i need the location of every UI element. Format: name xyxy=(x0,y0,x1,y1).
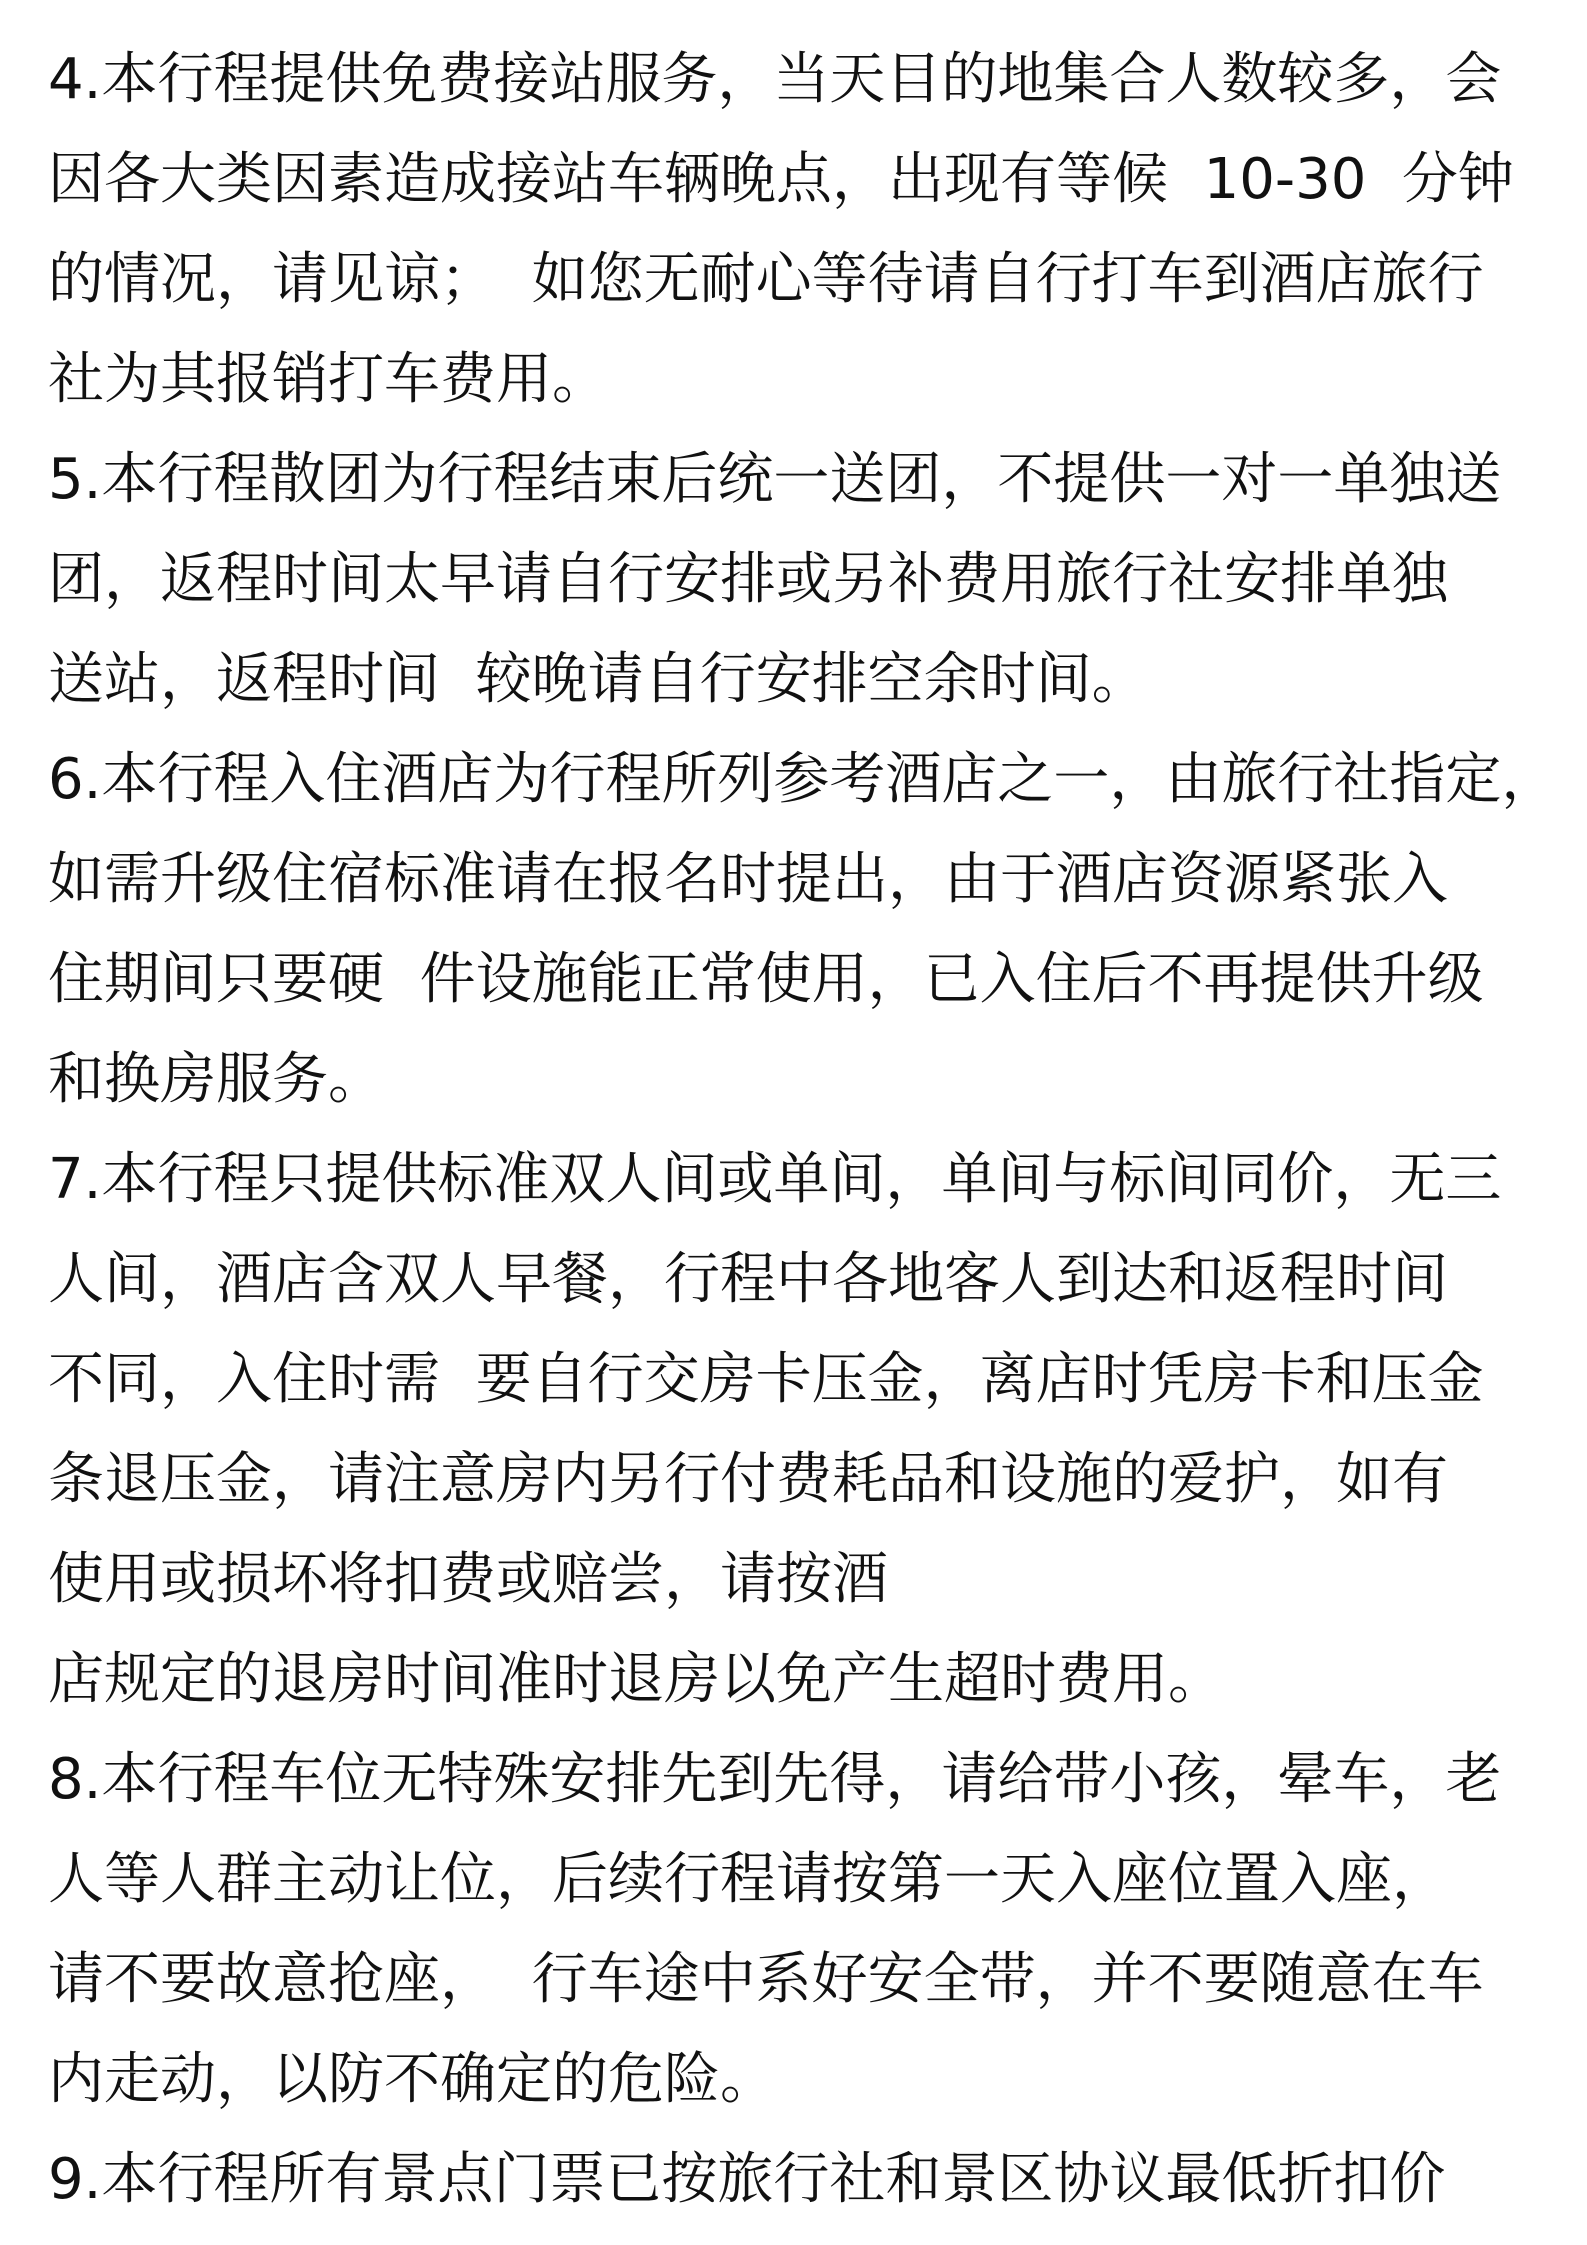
text-line: 6.本行程入住酒店为行程所列参考酒店之一，由旅行社指定， xyxy=(48,747,1558,812)
text-line: 4.本行程提供免费接站服务，当天目的地集合人数较多，会 xyxy=(48,47,1502,112)
text-line: 9.本行程所有景点门票已按旅行社和景区协议最低折扣价 xyxy=(48,2147,1446,2212)
text-line: 不同，入住时需 要自行交房卡压金，离店时凭房卡和压金 xyxy=(48,1347,1484,1412)
text-line: 如需升级住宿标准请在报名时提出，由于酒店资源紧张入 xyxy=(48,847,1448,912)
text-line: 社为其报销打车费用。 xyxy=(48,347,608,412)
text-line: 内走动，以防不确定的危险。 xyxy=(48,2047,776,2112)
text-line: 人等人群主动让位，后续行程请按第一天入座位置入座， xyxy=(48,1847,1448,1912)
text-line: 条退压金，请注意房内另行付费耗品和设施的爱护，如有 xyxy=(48,1447,1448,1512)
text-line: 5.本行程散团为行程结束后统一送团，不提供一对一单独送 xyxy=(48,447,1502,512)
text-line: 7.本行程只提供标准双人间或单间，单间与标间同价，无三 xyxy=(48,1147,1502,1212)
text-line: 人间，酒店含双人早餐，行程中各地客人到达和返程时间 xyxy=(48,1247,1448,1312)
itinerary-notes xyxy=(48,30,1558,2230)
text-line: 8.本行程车位无特殊安排先到先得，请给带小孩，晕车，老 xyxy=(48,1747,1502,1812)
text-line: 店规定的退房时间准时退房以免产生超时费用。 xyxy=(48,1647,1224,1712)
text-line: 的情况，请见谅； 如您无耐心等待请自行打车到酒店旅行 xyxy=(48,247,1484,312)
text-line: 请不要故意抢座， 行车途中系好安全带，并不要随意在车 xyxy=(48,1947,1484,2012)
text-line: 团，返程时间太早请自行安排或另补费用旅行社安排单独 xyxy=(48,547,1448,612)
text-line: 送站，返程时间 较晚请自行安排空余时间。 xyxy=(48,647,1148,712)
text-line: 使用或损坏将扣费或赔尝，请按酒 xyxy=(48,1547,888,1612)
text-line: 因各大类因素造成接站车辆晚点，出现有等候 10-30 分钟 xyxy=(48,147,1514,212)
text-line: 住期间只要硬 件设施能正常使用，已入住后不再提供升级 xyxy=(48,947,1484,1012)
text-line: 和换房服务。 xyxy=(48,1047,384,1112)
